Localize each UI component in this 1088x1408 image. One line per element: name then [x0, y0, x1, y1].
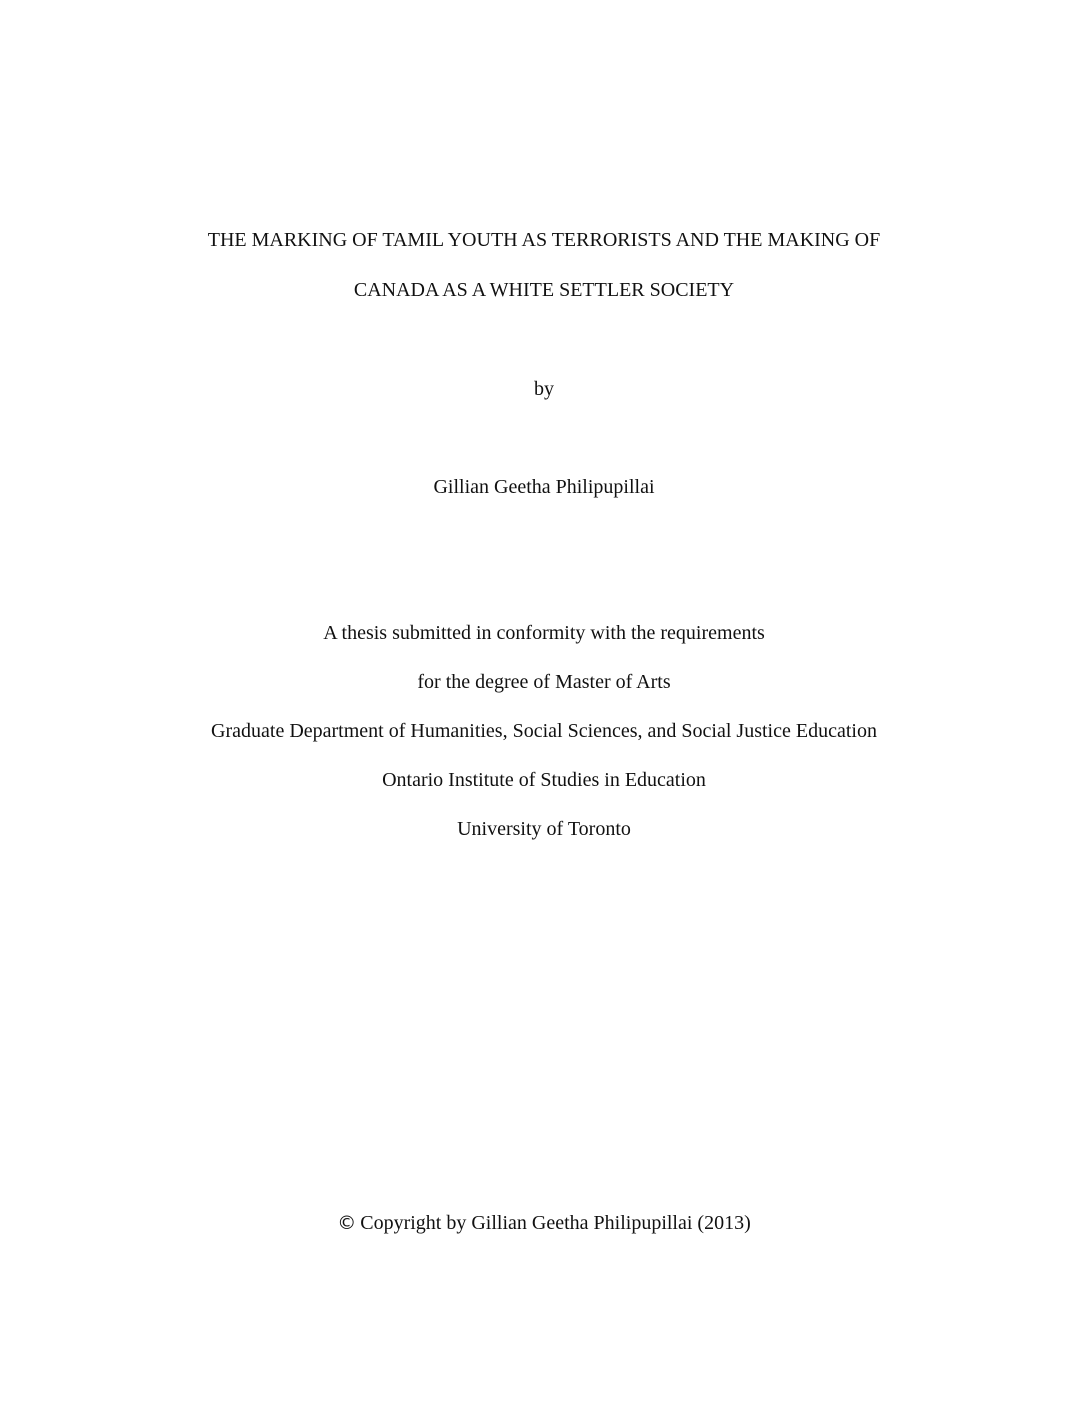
institute-line: Ontario Institute of Studies in Education [382, 769, 706, 791]
thesis-title-line-2: CANADA AS A WHITE SETTLER SOCIETY [353, 279, 735, 301]
submission-statement-line-1: A thesis submitted in conformity with the requirements [323, 622, 765, 644]
copyright-text: Copyright by Gillian Geetha Philipupillai (2013) [360, 1212, 751, 1234]
byline: by [534, 378, 554, 400]
author-name: Gillian Geetha Philipupillai [433, 476, 655, 498]
university-line: University of Toronto [457, 818, 631, 840]
degree-line: for the degree of Master of Arts [417, 671, 671, 693]
department-line: Graduate Department of Humanities, Social Sciences, and Social Justice Education [211, 720, 877, 742]
copyright-notice [0, 1211, 1088, 1235]
copyright-icon: © [337, 1212, 357, 1234]
thesis-title-line-1: THE MARKING OF TAMIL YOUTH AS TERRORISTS AND THE MAKING OF [207, 229, 881, 251]
